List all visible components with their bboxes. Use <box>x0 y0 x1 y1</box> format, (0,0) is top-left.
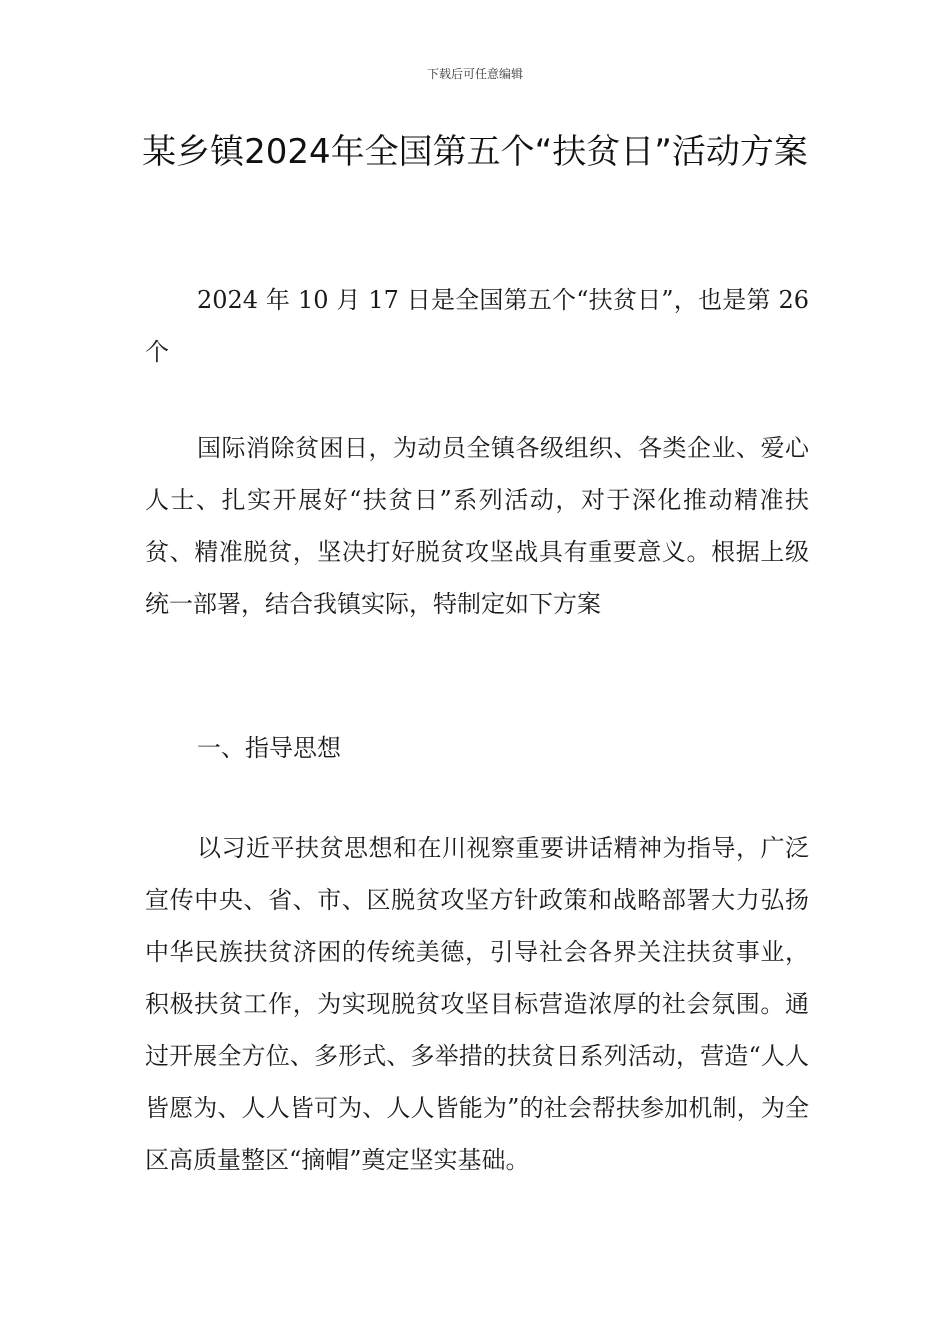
paragraph-guiding-ideology: 以习近平扶贫思想和在川视察重要讲话精神为指导，广泛宣传中央、省、市、区脱贫攻坚方针政策和战略部署大力弘扬中华民族扶贫济困的传统美德，引导社会各界关注扶贫事业，积极扶贫工作，为实现脱贫攻坚目标营造浓厚的社会氛围。通过开展全方位、多形式、多举措的扶贫日系列活动，营造“人人皆愿为、人人皆可为、人人皆能为”的社会帮扶参加机制，为全区高质量整区“摘帽”奠定坚实基础。 <box>145 834 809 1174</box>
section-heading-guiding-ideology: 一、指导思想 <box>197 734 341 762</box>
header-note: 下载后可任意编辑 <box>426 67 523 81</box>
document-title: 某乡镇2024年全国第五个“扶贫日”活动方案 <box>142 132 808 172</box>
paragraph-purpose: 国际消除贫困日，为动员全镇各级组织、各类企业、爱心人士、扎实开展好“扶贫日”系列活动，对于深化推动精准扶贫、精准脱贫，坚决打好脱贫攻坚战具有重要意义。根据上级统一部署，结合我镇实际，特制定如下方案 <box>145 434 809 618</box>
paragraph-intro: 2024 年 10 月 17 日是全国第五个“扶贫日”，也是第 26 个 <box>145 286 809 366</box>
